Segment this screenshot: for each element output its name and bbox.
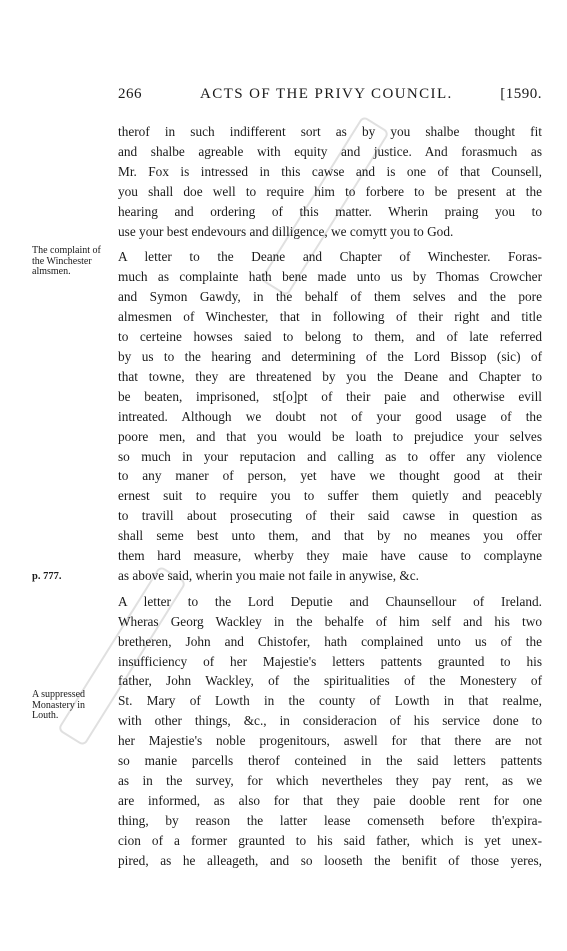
text-line: her Majestie's noble progenitours, aswell for that there are not [118,733,542,749]
text-line: with other things, &c., in consideracion of his service done to [118,713,542,729]
text-line: A letter to the Deane and Chapter of Winchester. Foras- [118,249,542,265]
text-line: you shall doe well to require him to forbere to be present at the [118,183,542,199]
running-header [118,86,542,108]
text-line: father, John Wackley, of the spiritualities of the Monestery of [118,673,542,689]
text-line: them hard measure, wherby they maie have cause to complayne [118,548,542,564]
text-line: that towne, they are threatened by you the Deane and Chapter to [118,368,542,384]
text-line: to certeine howses saied to belong to them, and of late referred [118,329,542,345]
body-text [118,122,542,871]
page-number: 266 [118,86,142,102]
text-line: Mr. Fox is intressed in this cawse and is one of that Counsell, [118,163,542,179]
paragraph-winchester-letter [118,247,542,585]
header-year: [1590. [500,86,542,102]
text-line: thing, by reason the latter lease comenseth before th'expira- [118,812,542,828]
text-line: bretheren, John and Chistofer, hath complained unto us of the [118,633,542,649]
text-line: be beaten, imprisoned, st[o]pt of their paie and otherwise evill [118,388,542,404]
text-line: St. Mary of Lowth in the county of Lowth in that realme, [118,693,542,709]
text-line: intreated. Although we doubt not of your good usage of the [118,408,542,424]
text-line: as above said, wherin you maie not faile in anywise, &c. [118,567,419,583]
text-line: to any maner of person, yet have we thought good at their [118,468,542,484]
text-line: insufficiency of her Majestie's letters pattents graunted to his [118,653,542,669]
margin-note-winchester-almsmen: The complaint of the Winchester almsmen. [32,245,101,277]
text-line: to travill about prosecuting of their said cawse in question as [118,508,542,524]
text-line: and Symon Gawdy, in the behalf of them selves and the pore [118,289,542,305]
paragraph-continuation [118,122,542,241]
text-line: poore men, and that you would be loath to prejudice your selves [118,428,542,444]
text-line: shall seme best unto them, and that by no meanes you offer [118,528,542,544]
text-line: so manie parcells therof conteined in the said letters pattents [118,753,542,769]
running-title: ACTS OF THE PRIVY COUNCIL. [200,86,453,102]
text-line: as in the survey, for which nevertheles they pay rent, as we [118,773,542,788]
text-line: hearing and ordering of this matter. Wherin praing you to [118,203,542,219]
text-line: and shalbe agreable with equity and justice. And forasmuch as [118,143,542,159]
text-line: so much in your reputacion and calling as to offer any violence [118,448,542,464]
text-line: much as complainte hath bene made unto us by Thomas Crowcher [118,269,542,285]
paragraph-ireland-letter [118,592,542,871]
margin-note-louth-monastery: A suppressed Monastery in Louth. [32,689,86,721]
text-line: A letter to the Lord Deputie and Chaunsellour of Ireland. [118,593,542,609]
text-line: therof in such indifferent sort as by you shalbe thought fit [118,124,542,139]
text-line: are informed, as also for that they paie dooble rent for one [118,792,542,808]
text-line: almesmen of Winchester, that in following of their right and title [118,309,542,325]
text-line: by us to the hearing and determining of the Lord Bissop (sic) of [118,348,542,364]
text-line: cion of a former graunted to his said father, which is yet unex- [118,832,542,848]
text-line: ernest suit to require you to suffer them quietly and peacebly [118,488,542,504]
text-line: pired, as he alleageth, and so looseth the benifit of those yeres, [118,852,542,868]
text-line: use your best endevours and dilligence, we comytt you to God. [118,223,454,239]
margin-note-page-ref: p. 777. [32,571,62,582]
text-line: Wheras Georg Wackley in the behalfe of him self and his two [118,613,542,629]
